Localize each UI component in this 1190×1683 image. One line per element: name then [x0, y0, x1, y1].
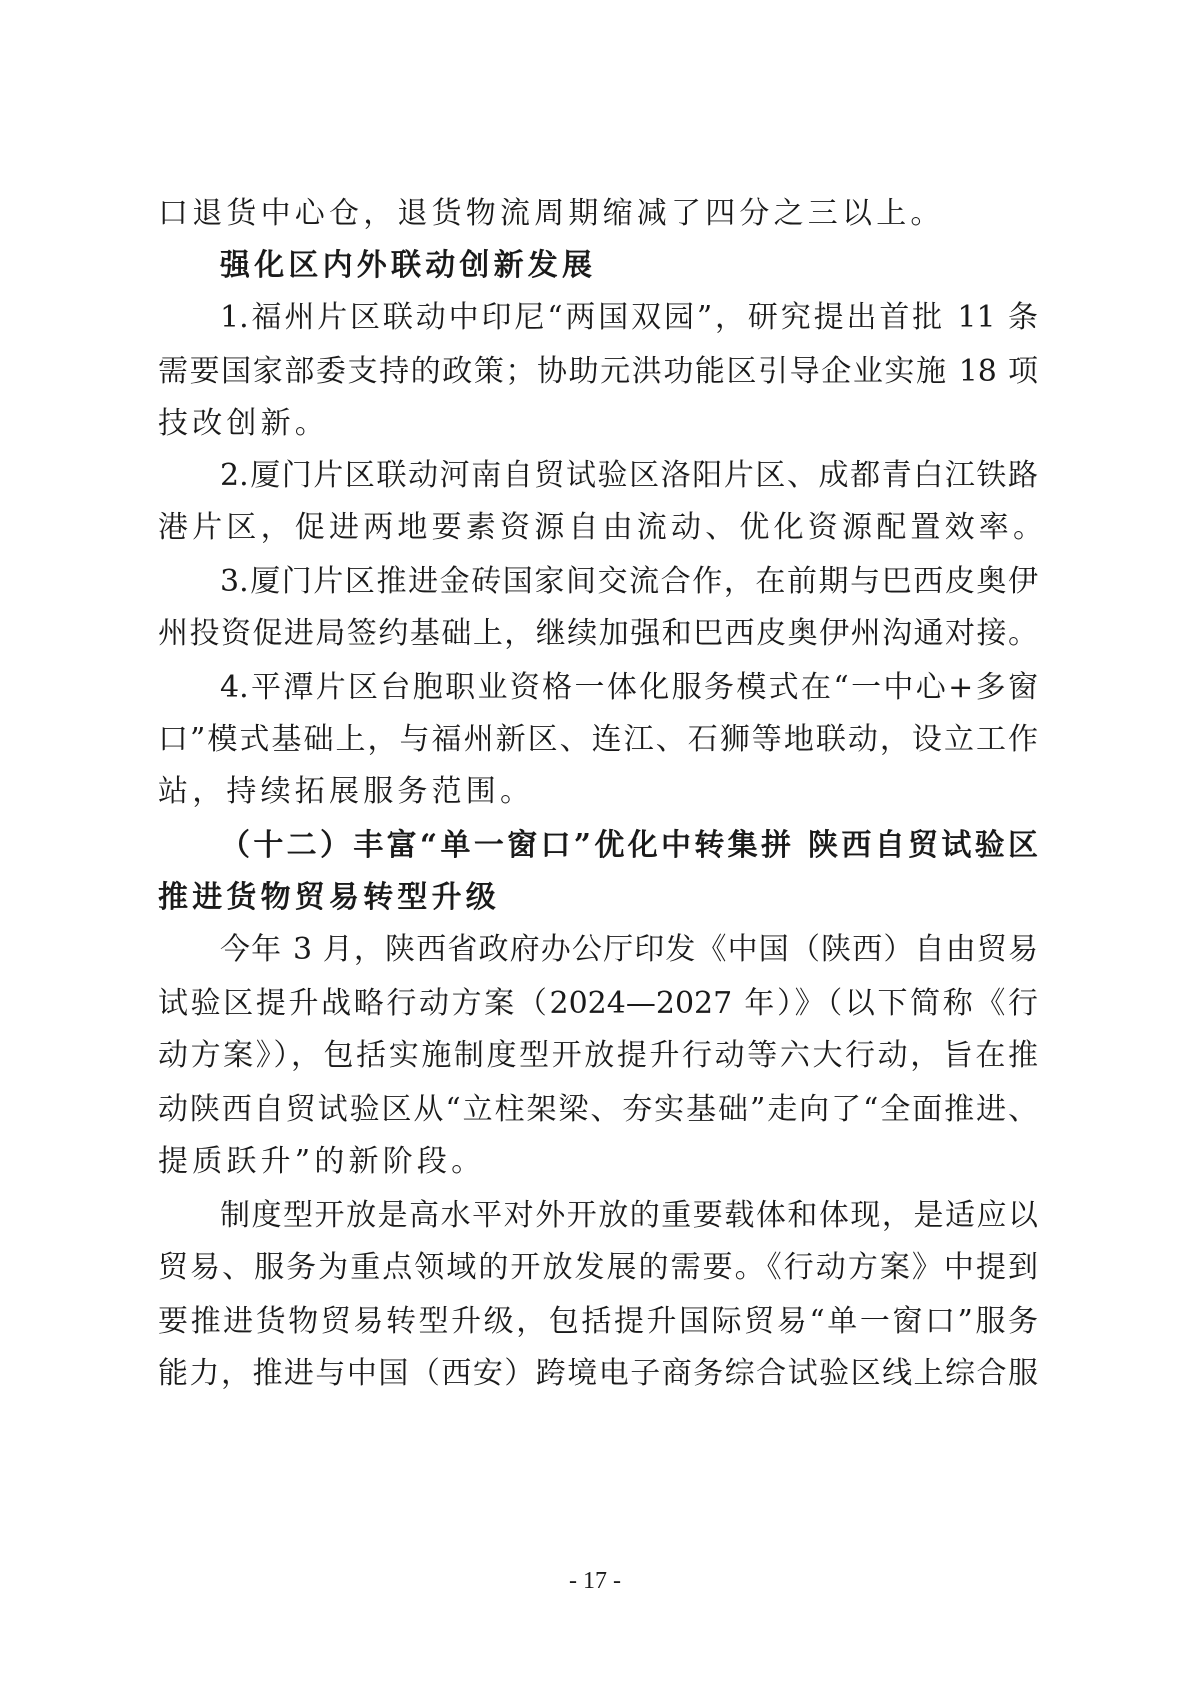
list-item-2-line: 2.厦门片区联动河南自贸试验区洛阳片区、成都青白江铁路: [220, 458, 1038, 493]
body-paragraph-line: 动陕西自贸试验区从“立柱架梁、夯实基础”走向了“全面推进、: [158, 1092, 1038, 1127]
body-paragraph-line: 提质跃升”的新阶段。: [158, 1144, 486, 1179]
list-item-4-line: 站，持续拓展服务范围。: [158, 774, 535, 809]
list-item-1-line: 技改创新。: [158, 406, 329, 441]
list-item-1-line: 1.福州片区联动中印尼“两国双园”，研究提出首批 11 条: [220, 300, 1038, 335]
body-paragraph-line: 动方案》），包括实施制度型开放提升行动等六大行动，旨在推: [158, 1038, 1038, 1073]
body-paragraph-line: 今年 3 月，陕西省政府办公厅印发《中国（陕西）自由贸易: [220, 932, 1038, 967]
paragraph-continuation-line: 口退货中心仓，退货物流周期缩减了四分之三以上。: [158, 196, 945, 231]
page-number: - 17 -: [569, 1568, 621, 1594]
list-item-3-line: 3.厦门片区推进金砖国家间交流合作，在前期与巴西皮奥伊: [220, 564, 1038, 599]
section-title-line: （十二）丰富“单一窗口”优化中转集拼 陕西自贸试验区: [220, 828, 1038, 863]
section-title-line: 推进货物贸易转型升级: [158, 880, 500, 915]
list-item-3-line: 州投资促进局签约基础上，继续加强和巴西皮奥伊州沟通对接。: [158, 616, 1038, 651]
body-paragraph-line: 贸易、服务为重点领域的开放发展的需要。《行动方案》中提到: [158, 1250, 1038, 1285]
list-item-4-line: 4.平潭片区台胞职业资格一体化服务模式在“一中心+多窗: [220, 670, 1038, 705]
body-paragraph-line: 制度型开放是高水平对外开放的重要载体和体现，是适应以: [220, 1198, 1038, 1233]
section-heading: 强化区内外联动创新发展: [220, 248, 597, 283]
body-paragraph-line: 要推进货物贸易转型升级，包括提升国际贸易“单一窗口”服务: [158, 1304, 1038, 1339]
body-paragraph-line: 试验区提升战略行动方案（2024—2027 年）》（以下简称《行: [158, 986, 1038, 1021]
body-paragraph-line: 能力，推进与中国（西安）跨境电子商务综合试验区线上综合服: [158, 1356, 1038, 1391]
list-item-4-line: 口”模式基础上，与福州新区、连江、石狮等地联动，设立工作: [158, 722, 1038, 757]
list-item-2-line: 港片区，促进两地要素资源自由流动、优化资源配置效率。: [158, 510, 1048, 545]
list-item-1-line: 需要国家部委支持的政策；协助元洪功能区引导企业实施 18 项: [158, 354, 1038, 389]
